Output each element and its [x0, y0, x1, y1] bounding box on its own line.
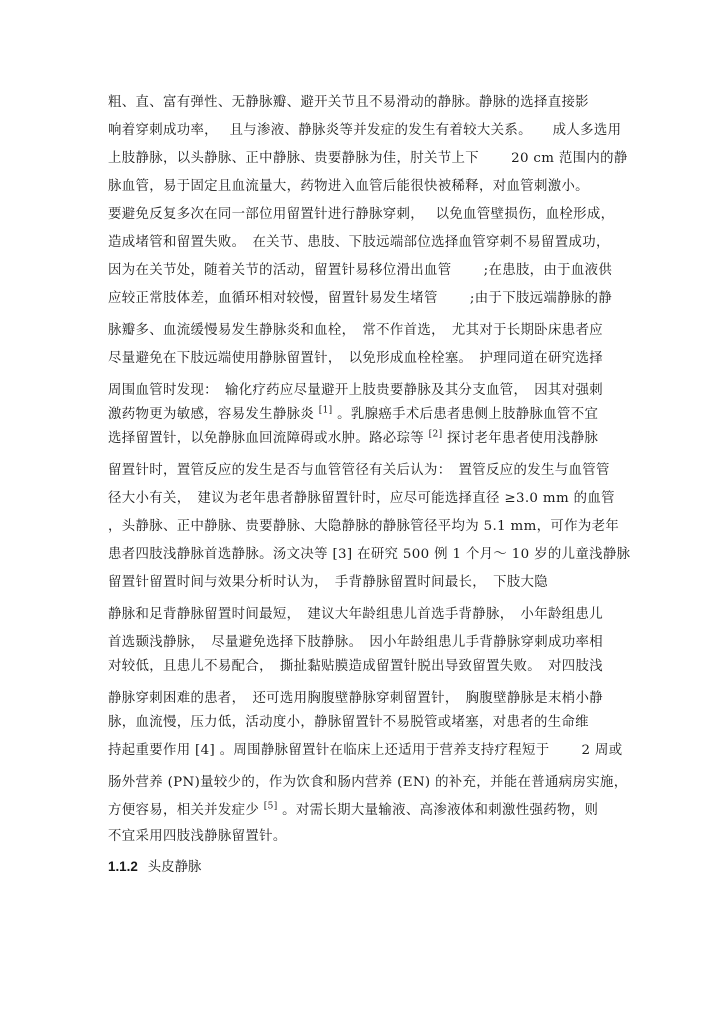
text-line — [108, 490, 615, 508]
text-segment: 响着穿刺成功率， 且与渗液、静脉炎等并发症的发生有着较大关系。 成人多选用 — [108, 123, 622, 138]
text-line — [108, 206, 615, 224]
text-segment: 造成堵管和留置失败。 在关节、患肢、下肢远端部位选择血管穿刺不易留置成功， — [108, 235, 610, 250]
text-segment: 脉，血流慢，压力低，活动度小，静脉留置针不易脱管或堵塞，对患者的生命维 — [108, 715, 589, 730]
section-title: 头皮静脉 — [147, 860, 202, 875]
text-segment: 周围血管时发现： 输化疗药应尽量避开上肢贵要静脉及其分支血管， 因其对强刺 — [108, 383, 603, 398]
text-segment: 首选颞浅静脉， 尽量避免选择下肢静脉。 因小年龄组患儿手背静脉穿刺成功率相 — [108, 635, 603, 650]
citation-ref: [5] — [263, 801, 278, 812]
text-segment: 患者四肢浅静脉首选静脉。汤文决等 [3] 在研究 500 例 1 个月～ 10 岁的儿童浅静脉 — [108, 547, 631, 562]
text-line — [108, 382, 608, 400]
text-line — [108, 774, 628, 792]
text-line — [108, 518, 620, 536]
text-segment: 不宜采用四肢浅静脉留置针。 — [108, 829, 287, 844]
text-line — [108, 94, 608, 112]
text-segment: 方便容易，相关并发症少 — [108, 803, 264, 818]
citation-ref: [1] — [318, 405, 333, 416]
text-segment: 探讨老年患者使用浅静脉 — [442, 431, 599, 446]
text-line — [108, 406, 608, 424]
text-line — [108, 574, 608, 592]
text-line — [108, 714, 608, 732]
text-segment: 脉瓣多、血流缓慢易发生静脉炎和血栓， 常不作首选， 尤其对于长期卧床患者应 — [108, 323, 603, 338]
text-line — [108, 462, 608, 480]
text-line — [108, 350, 608, 368]
text-line — [108, 178, 608, 196]
text-segment: 激药物更为敏感，容易发生静脉炎 — [108, 407, 319, 422]
text-segment: 。乳腺癌手术后患者患侧上肢静脉血管不宜 — [332, 407, 599, 422]
text-segment: 尽量避免在下肢远端使用静脉留置针， 以免形成血栓栓塞。 护理同道在研究选择 — [108, 351, 603, 366]
text-line — [108, 322, 608, 340]
text-segment: 留置针留置时间与效果分析时认为， 手背静脉留置时间最长， 下肢大隐 — [108, 575, 549, 590]
text-segment: 脉血管，易于固定且血流量大，药物进入血管后能很快被稀释，对血管刺激小。 — [108, 179, 589, 194]
text-line — [108, 606, 608, 624]
text-line — [108, 828, 608, 846]
text-segment: 静脉穿刺困难的患者， 还可选用胸腹壁静脉穿刺留置针， 胸腹壁静脉是末梢小静 — [108, 691, 603, 706]
text-line — [108, 802, 608, 820]
text-segment: 对较低，且患儿不易配合， 撕扯黏贴膜造成留置针脱出导致留置失败。 对四肢浅 — [108, 659, 603, 674]
text-line — [108, 150, 628, 168]
text-segment: ，头静脉、正中静脉、贵要静脉、大隐静脉的静脉管径平均为 5.1 mm，可作为老年 — [108, 519, 620, 534]
section-heading — [108, 858, 201, 877]
text-segment: 应较正常肢体差，血循环相对较慢，留置针易发生堵管 ;由于下肢远端静脉的静 — [108, 291, 613, 306]
text-line — [108, 430, 608, 448]
text-segment: 径大小有关， 建议为老年患者静脉留置针时，应尽可能选择直径 ≥3.0 mm 的血管 — [108, 491, 615, 506]
text-line — [108, 634, 608, 652]
text-line — [108, 658, 608, 676]
text-segment: 静脉和足背静脉留置时间最短， 建议大年龄组患儿首选手背静脉， 小年龄组患儿 — [108, 607, 603, 622]
text-segment: 上肢静脉，以头静脉、正中静脉、贵要静脉为佳，肘关节上下 20 cm 范围内的静 — [108, 151, 628, 166]
text-line — [108, 122, 622, 140]
text-segment: 留置针时，置管反应的发生是否与血管管径有关后认为： 置管反应的发生与血管管 — [108, 463, 610, 478]
text-segment: 粗、直、富有弹性、无静脉瓣、避开关节且不易滑动的静脉。静脉的选择直接影 — [108, 95, 589, 110]
text-line — [108, 690, 608, 708]
text-segment: 因为在关节处，随着关节的活动，留置针易移位滑出血管 ;在患肢，由于血液供 — [108, 263, 613, 278]
text-line — [108, 234, 608, 252]
text-line — [108, 262, 613, 280]
text-segment: 肠外营养 (PN)量较少的，作为饮食和肠内营养 (EN) 的补充，并能在普通病房实施， — [108, 775, 628, 790]
text-line — [108, 290, 613, 308]
text-segment: 持起重要作用 [4] 。周围静脉留置针在临床上还适用于营养支持疗程短于 2 周或 — [108, 743, 623, 758]
text-segment: 选择留置针，以免静脉血回流障碍或水肿。路必琮等 — [108, 431, 429, 446]
section-number: 1.1.2 — [108, 859, 138, 874]
text-segment: 要避免反复多次在同一部位用留置针进行静脉穿刺， 以免血管壁损伤，血栓形成， — [108, 207, 615, 222]
text-line — [108, 742, 623, 760]
text-line — [108, 546, 631, 564]
citation-ref: [2] — [428, 429, 443, 440]
text-segment: 。对需长期大量输液、高渗液体和刺激性强药物，则 — [277, 803, 599, 818]
